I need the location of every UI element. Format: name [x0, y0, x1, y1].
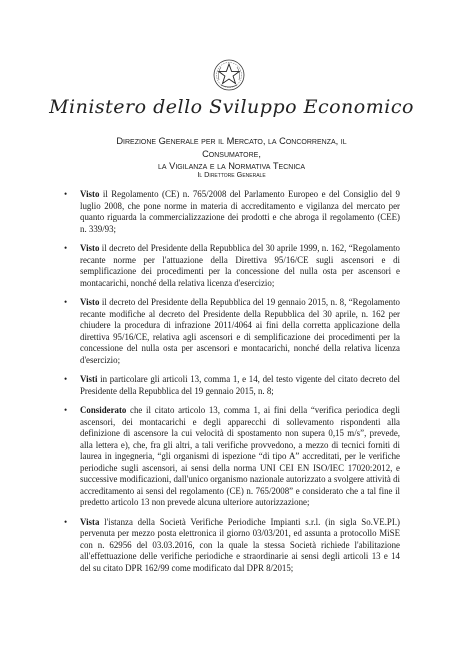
recital-lead: Visto — [80, 243, 100, 253]
recitals-list — [64, 189, 400, 582]
bullet-icon: • — [64, 189, 68, 199]
recital-text — [80, 243, 400, 289]
bullet-icon: • — [64, 374, 68, 384]
recital-body: che il citato articolo 13, comma 1, ai fini della “verifica periodica degli ascensori, dei montacarichi e degli apparecchi di sollevamento rispondenti alla definizione di ascensore la cui velocità di spostamento non supera 0,15 m/s”, prevede, alla lettera e), che, fra gli altri, a tali verifiche provvedono, a mezzo di tecnici forniti di laurea in ingegneria, “gli organismi di ispezione “di tipo A” accreditati, per le verifiche periodiche sugli ascensori, ai sensi della norma UNI CEI EN ISO/IEC 17020:2012, e successive modificazioni, dall'unico organismo nazionale autorizzato a svolgere attività di accreditamento ai sensi del regolamento (CE) n. 765/2008” e considerato che a tal fine il predetto articolo 13 non prevede alcuna ulteriore autorizzazione; — [80, 405, 400, 507]
recital-lead: Visto — [80, 189, 100, 199]
recital-text — [80, 517, 400, 575]
bullet-icon: • — [64, 297, 68, 307]
recital-text — [80, 189, 400, 235]
directorate-title — [90, 135, 373, 173]
directorate-line-1: Direzione Generale per il Mercato, la Concorrenza, il Consumatore, — [116, 136, 347, 159]
director-heading: Il Direttore Generale — [197, 170, 266, 179]
recital-lead: Vista — [80, 516, 100, 527]
recital-item — [64, 189, 400, 235]
recital-body: il Regolamento (CE) n. 765/2008 del Parlamento Europeo e del Consiglio del 9 luglio 2008, che pone norme in materia di accreditamento e vigilanza del mercato per quanto riguarda la commercializzazione dei prodotti e che abroga il regolamento (CEE) n. 339/93; — [80, 189, 400, 234]
recital-lead: Visto — [80, 297, 100, 307]
recital-item — [64, 243, 400, 289]
recital-item — [64, 374, 400, 397]
recital-text — [80, 374, 400, 397]
recital-lead: Visti — [80, 374, 98, 384]
recital-lead: Considerato — [80, 405, 127, 415]
bullet-icon: • — [64, 405, 68, 415]
recital-item — [64, 297, 400, 366]
recital-item — [64, 405, 400, 509]
recital-body: il decreto del Presidente della Repubblica del 19 gennaio 2015, n. 8, “Regolamento recante modifiche al decreto del Presidente della Repubblica del 30 aprile, n. 162 per chiudere la procedura di infrazione 2011/4064 ai fini della corretta applicazione della direttiva 95/16/CE, relativa agli ascensori e di semplificazione dei procedimenti per la concessione del nulla osta per ascensori e montacarichi, nonché della relativa licenza d'esercizio; — [80, 297, 400, 365]
recital-body: l'istanza della Società Verifiche Periodiche Impianti s.r.l. (in sigla So.VE.PI.) pervenuta per mezzo posta elettronica il giorno 03/03/201, ed assunta a protocollo MiSE con n. 62956 del 03.03.2016, con la quale la stessa Società richiede l'abilitazione all'effettuazione delle verifiche periodiche e straordinarie ai sensi degli articoli 13 e 14 del su citato DPR 162/99 come modificato dal DPR 8/2015; — [80, 516, 400, 573]
recital-text — [80, 297, 400, 366]
bullet-icon: • — [64, 243, 68, 253]
ministry-title: Ministero dello Sviluppo Economico — [49, 96, 414, 118]
bullet-icon: • — [64, 516, 68, 527]
directorate-line-2: la Vigilanza e la Normativa Tecnica — [158, 161, 305, 171]
recital-body: in particolare gli articoli 13, comma 1, e 14, del testo vigente del citato decreto del Presidente della Repubblica del 19 gennaio 2015, n. 8; — [80, 374, 400, 396]
recital-body: il decreto del Presidente della Repubblica del 30 aprile 1999, n. 162, “Regolamento recante norme per l'attuazione della Direttiva 95/16/CE sugli ascensori e di semplificazione dei procedimenti per la concessione del nulla osta per ascensori e montacarichi, nonché della relativa licenza d'esercizio; — [80, 243, 400, 288]
recital-text — [80, 405, 400, 509]
emblem-icon — [212, 58, 246, 92]
recital-item — [64, 517, 400, 575]
